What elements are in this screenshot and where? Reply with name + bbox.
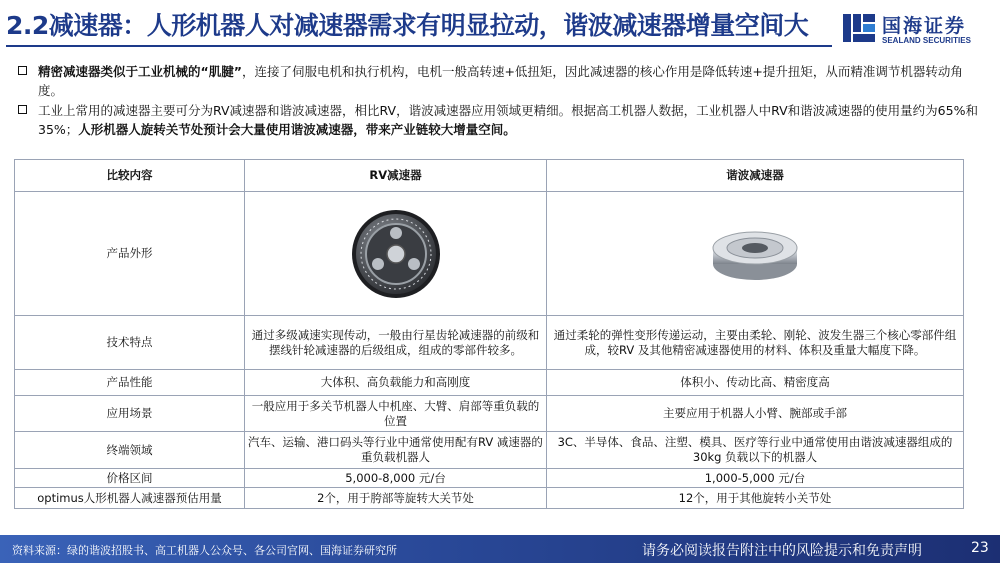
- bullet-text: 工业上常用的减速器主要可分为RV减速器和谐波减速器，相比RV，谐波减速器应用领域更精细。根据高工机器人数据，工业机器人中RV和谐波减速器的使用量约为65%和35%；: [38, 103, 978, 137]
- logo-text-cn: 国海证券: [882, 15, 967, 37]
- row-label: 产品外形: [15, 192, 245, 316]
- rv-cell: 5,000-8,000 元/台: [245, 469, 547, 488]
- page-number: 23: [971, 540, 989, 556]
- harmonic-cell: 3C、半导体、食品、注塑、模具、医疗等行业中通常使用由谐波减速器组成的30kg 负载以下的机器人: [547, 432, 964, 469]
- bullet-list: [18, 62, 982, 140]
- table-row: [15, 469, 964, 488]
- sealand-logo-icon: [842, 12, 876, 44]
- bullet-text: ，连接了伺服电机和执行机构，电机一般高转速+低扭矩，因此减速器的核心作用是降低转速+提升扭矩，从而精准调节机器转动角度。: [38, 64, 963, 98]
- header-cell: RV减速器: [245, 160, 547, 192]
- harmonic-cell: 12个，用于其他旋转小关节处: [547, 488, 964, 509]
- harmonic-cell: 1,000-5,000 元/台: [547, 469, 964, 488]
- row-label: 技术特点: [15, 316, 245, 370]
- table-row: [15, 432, 964, 469]
- table-row: [15, 396, 964, 432]
- table-row: [15, 488, 964, 509]
- row-label: optimus人形机器人减速器预估用量: [15, 488, 245, 509]
- logo-text-en: SEALAND SECURITIES: [882, 36, 971, 45]
- harmonic-cell: 主要应用于机器人小臂、腕部或手部: [547, 396, 964, 432]
- bullet-bold-lead: 精密减速器类似于工业机械的“肌腱”: [38, 64, 242, 79]
- row-label: 价格区间: [15, 469, 245, 488]
- harmonic-cell: 体积小、传动比高、精密度高: [547, 370, 964, 396]
- table-header-row: [15, 160, 964, 192]
- checkbox-square-icon: [18, 66, 27, 75]
- bullet-item: [18, 101, 982, 139]
- rv-cell: 大体积、高负载能力和高刚度: [245, 370, 547, 396]
- harmonic-reducer-image-cell: [547, 192, 964, 316]
- rv-reducer-image-cell: [245, 192, 547, 316]
- rv-cell: 通过多级减速实现传动，一般由行星齿轮减速器的前级和摆线针轮减速器的后级组成，组成的零部件较多。: [245, 316, 547, 370]
- table-row: [15, 192, 964, 316]
- row-label: 终端领域: [15, 432, 245, 469]
- page-title: 2.2减速器：人形机器人对减速器需求有明显拉动，谐波减速器增量空间大: [6, 11, 809, 40]
- source-note: 资料来源：绿的谐波招股书、高工机器人公众号、各公司官网、国海证券研究所: [12, 544, 397, 557]
- harmonic-reducer-image: [710, 224, 800, 284]
- table-row: [15, 316, 964, 370]
- rv-cell: 汽车、运输、港口码头等行业中通常使用配有RV 减速器的重负载机器人: [245, 432, 547, 469]
- harmonic-cell: 通过柔轮的弹性变形传递运动，主要由柔轮、刚轮、波发生器三个核心零部件组成，较RV 及其他精密减速器使用的材料、体积及重量大幅度下降。: [547, 316, 964, 370]
- checkbox-square-icon: [18, 105, 27, 114]
- row-label: 应用场景: [15, 396, 245, 432]
- disclaimer-text: 请务必阅读报告附注中的风险提示和免责声明: [642, 543, 922, 559]
- rv-cell: 一般应用于多关节机器人中机座、大臂、肩部等重负载的位置: [245, 396, 547, 432]
- row-label: 产品性能: [15, 370, 245, 396]
- bullet-item: [18, 62, 982, 100]
- sealand-logo: [842, 10, 992, 50]
- rv-cell: 2个，用于胯部等旋转大关节处: [245, 488, 547, 509]
- comparison-table: [14, 159, 964, 509]
- footer-bar: [0, 535, 1000, 563]
- title-divider: [6, 45, 832, 47]
- header-cell: 比较内容: [15, 160, 245, 192]
- bullet-bold-tail: 人形机器人旋转关节处预计会大量使用谐波减速器，带来产业链较大增量空间。: [78, 122, 516, 137]
- rv-reducer-image: [350, 208, 442, 300]
- header-cell: 谐波减速器: [547, 160, 964, 192]
- table-row: [15, 370, 964, 396]
- header: [0, 0, 1000, 52]
